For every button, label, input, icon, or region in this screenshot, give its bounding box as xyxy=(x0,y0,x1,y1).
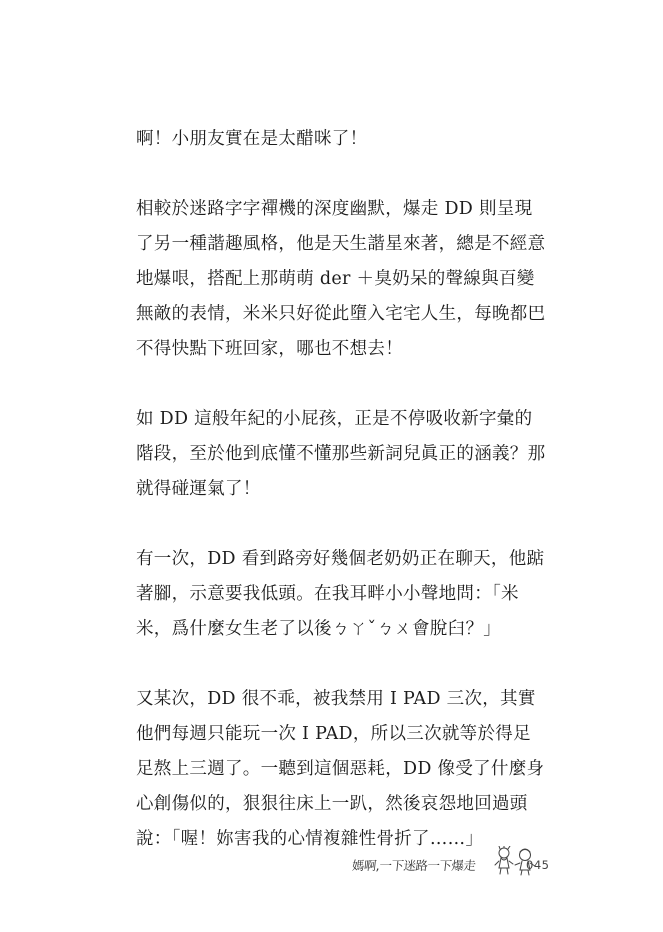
page-number: 045 xyxy=(526,858,550,872)
book-title-handwritten: 媽啊,一下迷路一下爆走 xyxy=(351,858,477,873)
paragraph-4: 有一次，DD 看到路旁好幾個老奶奶正在聊天，他踮著腳，示意要我低頭。在我耳畔小小聲地問：「米米，爲什麼女生老了以後ㄅㄚˇㄅㄨ會脫臼？」 xyxy=(136,549,545,639)
body-text xyxy=(136,122,546,892)
paragraph-3: 如 DD 這般年紀的小屁孩，正是不停吸收新字彙的階段，至於他到底懂不懂那些新詞兒眞正的涵義？那就得碰運氣了！ xyxy=(136,409,546,499)
paragraph-5: 又某次，DD 很不乖，被我禁用 I PAD 三次，其實他們每週只能玩一次 I PAD，所以三次就等於得足足熬上三週了。一聽到這個惡耗，DD 像受了什麼身心創傷似的，狠狠往床上一趴，然後哀怨地回過頭說：「喔！妳害我的心情複雜性骨折了……」 xyxy=(136,689,545,849)
paragraph-2: 相較於迷路字字禪機的深度幽默，爆走 DD 則呈現了另一種諧趣風格，他是天生諧星來著，總是不經意地爆哏，搭配上那萌萌 der ＋臭奶呆的聲線與百變無敵的表情，米米只好從此墮入宅宅人生，每晚都巴不得快點下班回家，哪也不想去！ xyxy=(136,199,546,359)
page-footer xyxy=(352,846,552,886)
paragraph-1: 啊！小朋友實在是太醋咪了！ xyxy=(136,129,368,149)
